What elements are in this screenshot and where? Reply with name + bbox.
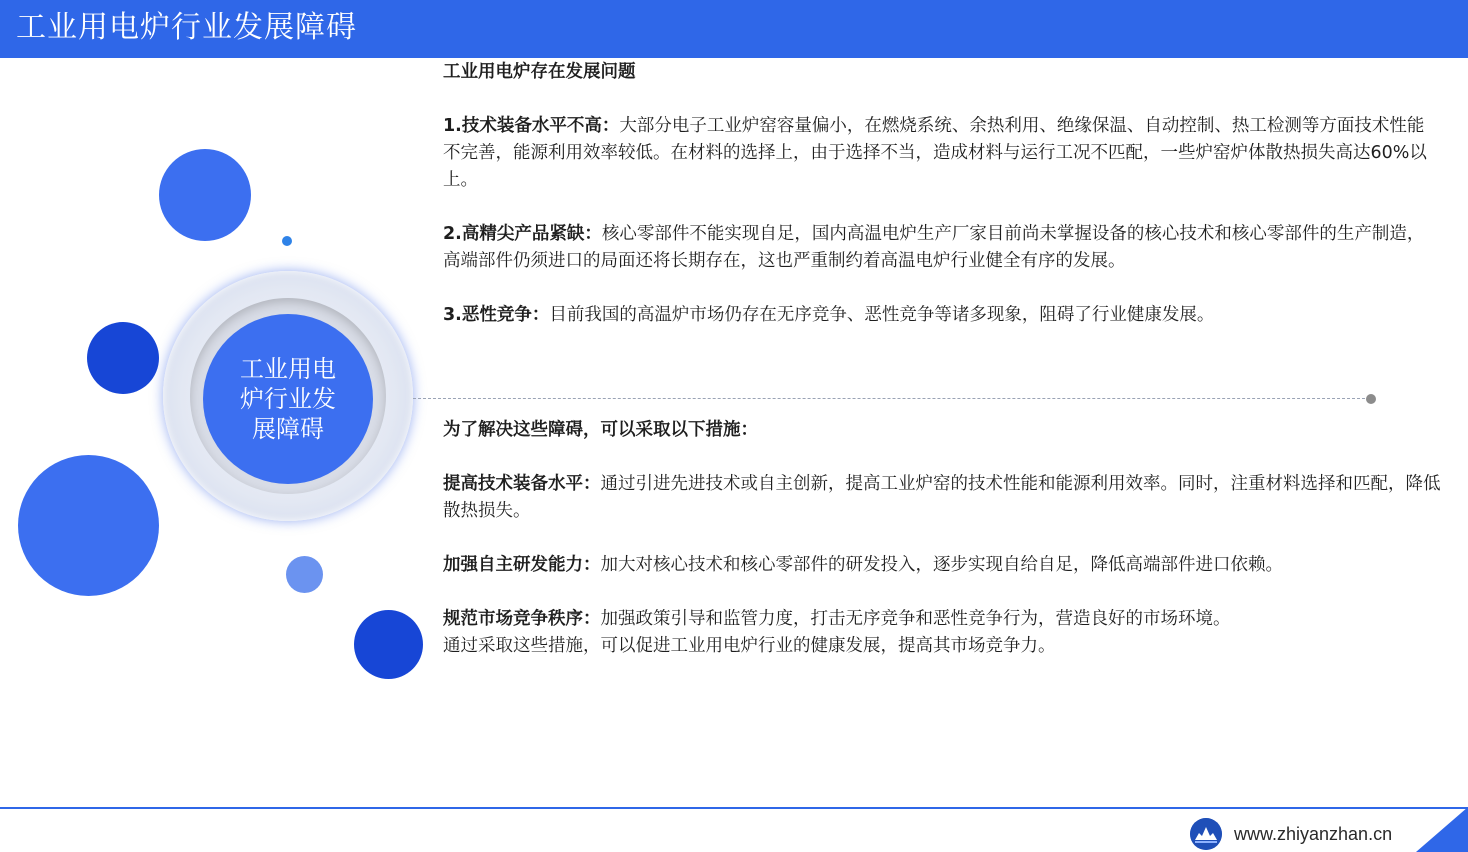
problem-text: 核心零部件不能实现自足，国内高温电炉生产厂家目前尚未掌握设备的核心技术和核心零部件的生产制造，高端部件仍须进口的局面还将长期存在，这也严重制约着高温电炉行业健全有序的发展。 — [443, 224, 1425, 271]
solution-label: 加强自主研发能力： — [443, 555, 601, 575]
divider-end-dot — [1366, 394, 1376, 404]
problem-item — [443, 113, 1441, 194]
zhiyan-logo-icon — [1190, 818, 1222, 850]
problem-text: 目前我国的高温炉市场仍存在无序竞争、恶性竞争等诸多现象，阻碍了行业健康发展。 — [549, 305, 1215, 325]
footer-line — [0, 807, 1468, 809]
problem-item — [443, 221, 1441, 275]
center-circle — [203, 314, 373, 484]
solution-item — [443, 471, 1441, 525]
footer-website-link[interactable]: www.zhiyanzhan.cn — [1234, 824, 1393, 844]
decorative-circle — [87, 322, 159, 394]
problem-label: 2.高精尖产品紧缺： — [443, 224, 602, 244]
section-divider — [413, 398, 1370, 399]
solution-item — [443, 606, 1441, 633]
solution-item — [443, 552, 1441, 579]
footer-corner-decoration — [1416, 807, 1468, 852]
page-title: 工业用电炉行业发展障碍 — [16, 10, 357, 45]
center-circle-label: 工业用电炉行业发展障碍 — [240, 355, 336, 443]
header-bar — [0, 0, 1468, 58]
conclusion-text: 通过采取这些措施，可以促进工业用电炉行业的健康发展，提高其市场竞争力。 — [443, 636, 1056, 656]
problem-label: 3.恶性竞争： — [443, 305, 550, 325]
solution-text: 通过引进先进技术或自主创新，提高工业炉窑的技术性能和能源利用效率。同时，注重材料选择和匹配，降低散热损失。 — [443, 474, 1441, 521]
decorative-circle — [159, 149, 251, 241]
problems-heading: 工业用电炉存在发展问题 — [443, 62, 636, 82]
decorative-circle — [354, 610, 423, 679]
problem-text: 大部分电子工业炉窑容量偏小，在燃烧系统、余热利用、绝缘保温、自动控制、热工检测等方面技术性能不完善，能源利用效率较低。在材料的选择上，由于选择不当，造成材料与运行工况不匹配，一些炉窑炉体散热损失高达60%以上。 — [443, 116, 1427, 190]
solutions-heading: 为了解决这些障碍，可以采取以下措施： — [443, 420, 758, 440]
solution-text: 加大对核心技术和核心零部件的研发投入，逐步实现自给自足，降低高端部件进口依赖。 — [600, 555, 1283, 575]
solution-text: 加强政策引导和监管力度，打击无序竞争和恶性竞争行为，营造良好的市场环境。 — [600, 609, 1231, 629]
solution-label: 提高技术装备水平： — [443, 474, 601, 494]
decorative-dot — [282, 236, 292, 246]
solution-label: 规范市场竞争秩序： — [443, 609, 601, 629]
solutions-section — [443, 417, 1441, 660]
decorative-circle — [286, 556, 323, 593]
decorative-circle — [18, 455, 159, 596]
problem-label: 1.技术装备水平不高： — [443, 116, 620, 136]
problems-section — [443, 59, 1441, 329]
problem-item — [443, 302, 1441, 329]
